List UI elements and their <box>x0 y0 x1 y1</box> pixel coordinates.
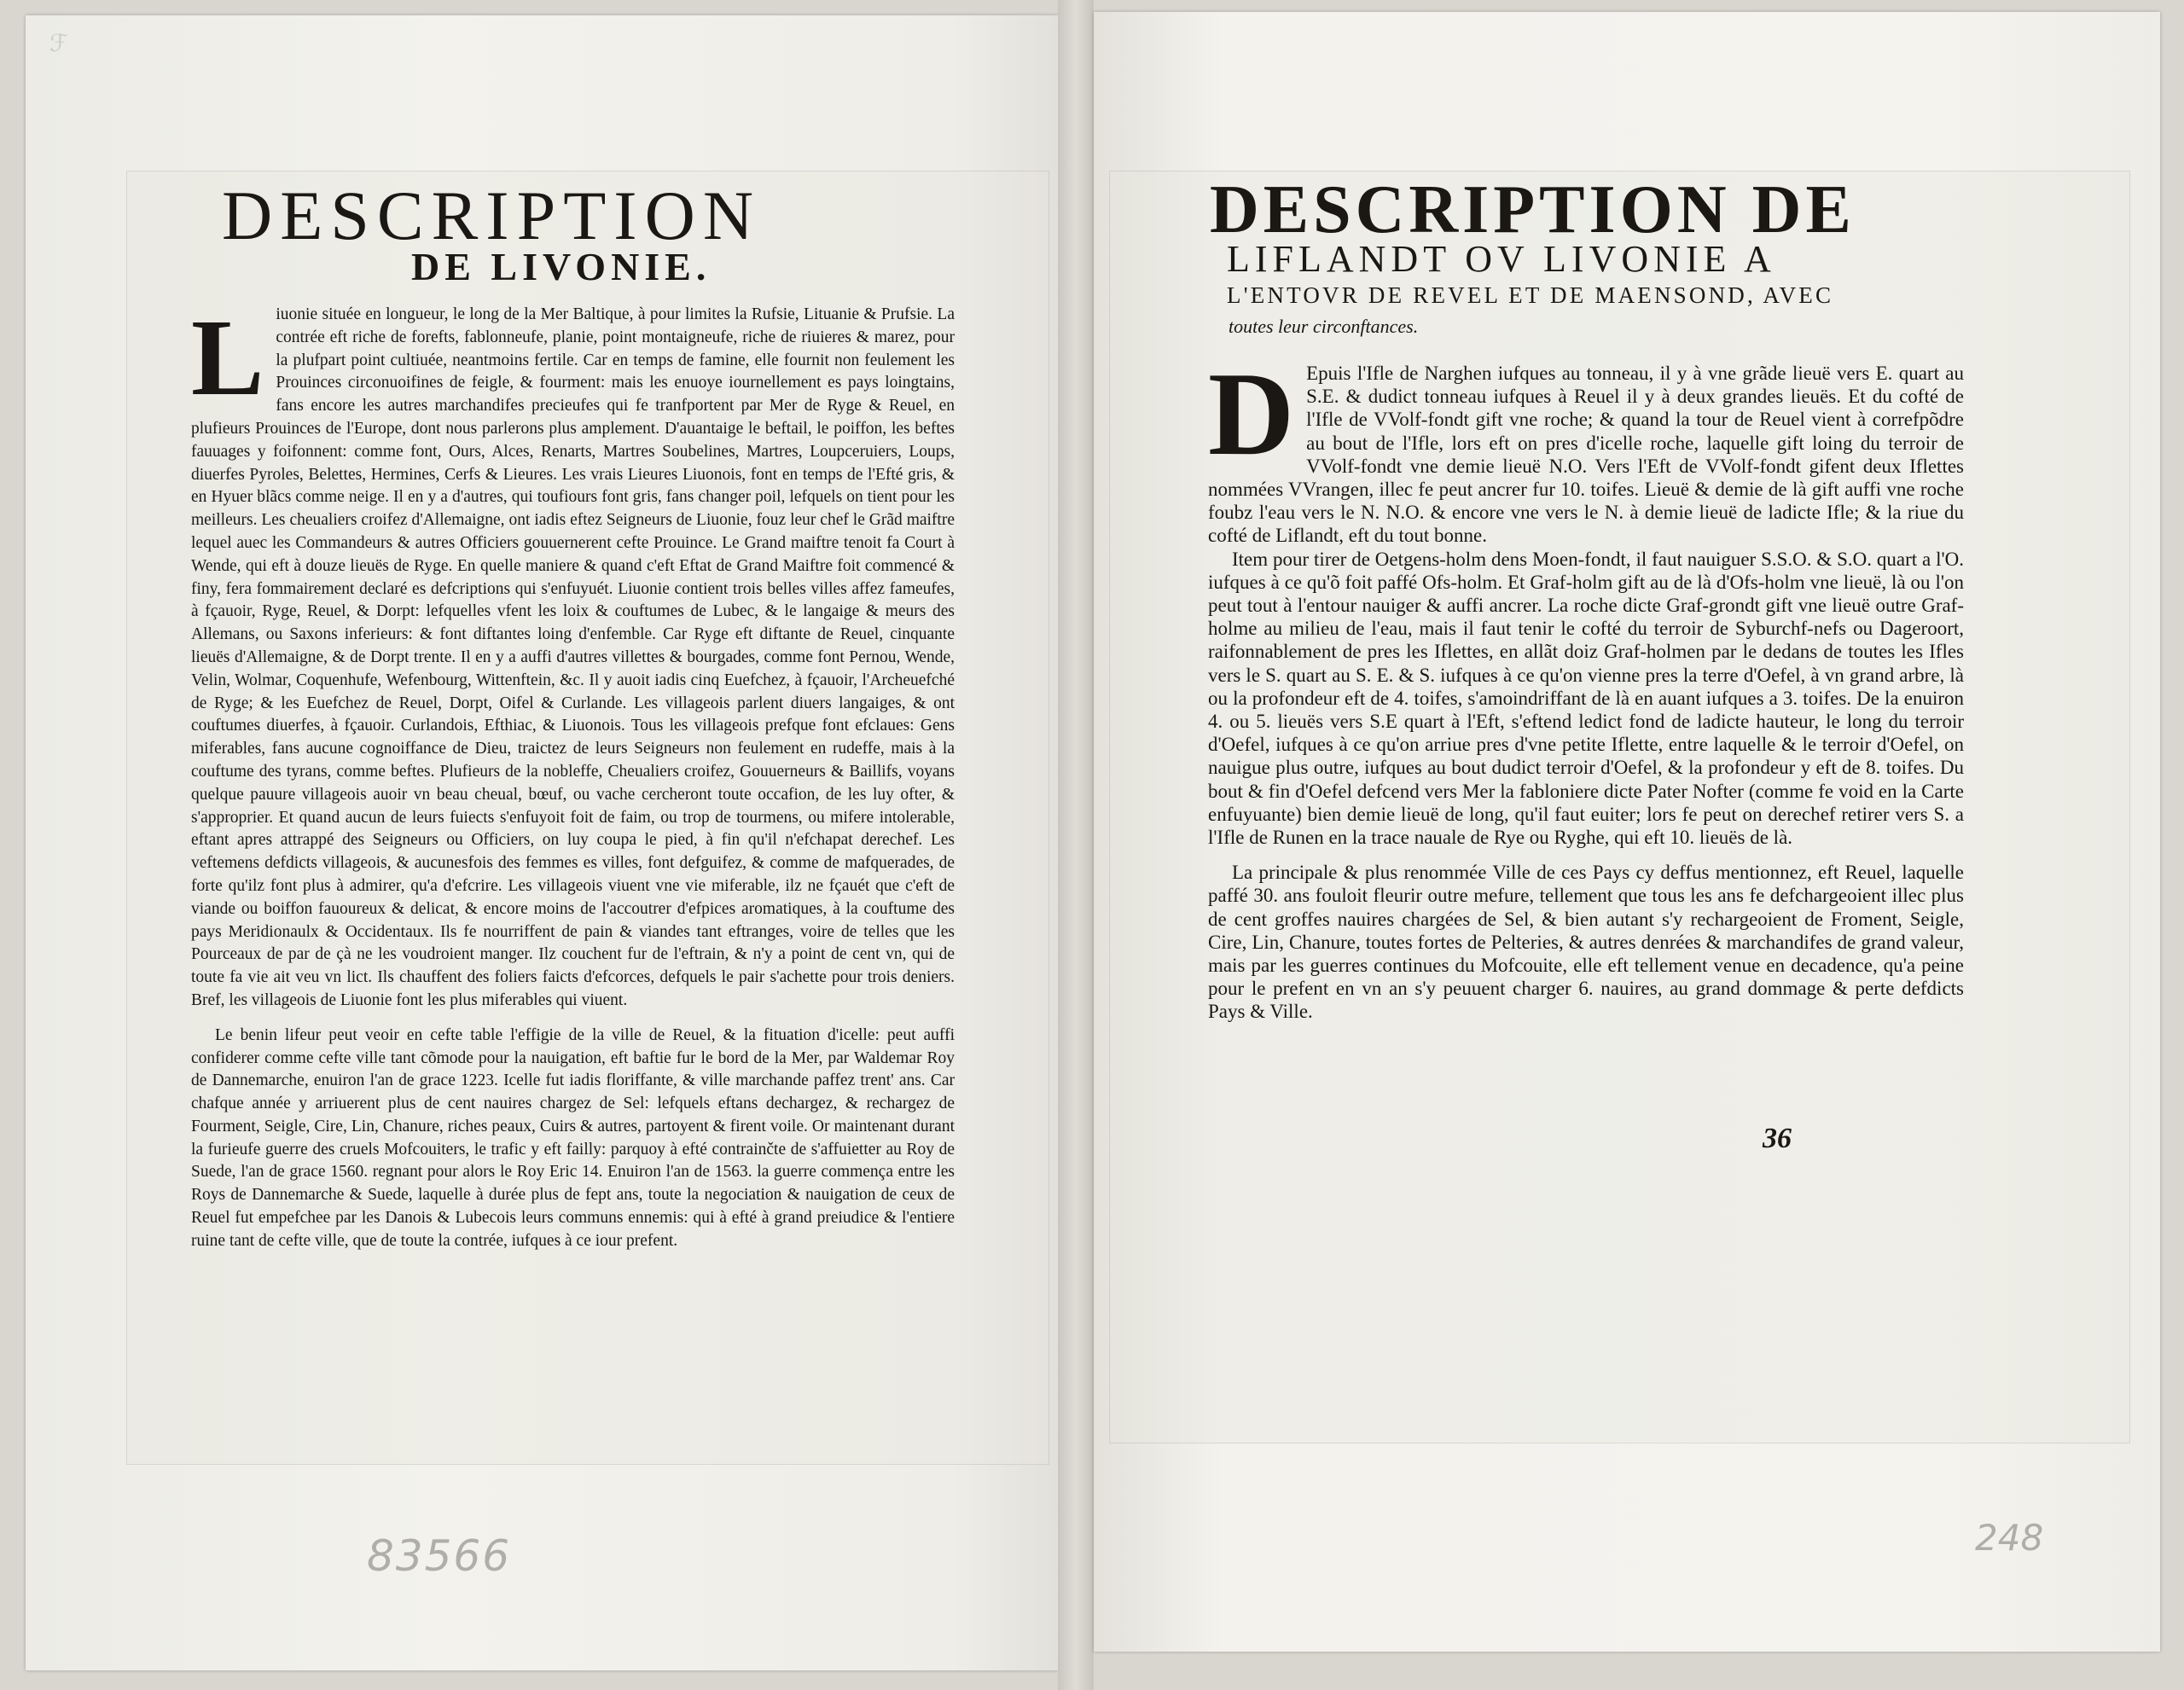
left-dropcap: L <box>191 297 264 418</box>
left-paragraph-1-text: iuonie située en longueur, le long de la Mer Baltique, à pour limites la Rufsie, Lituanie & Prufsie. La contrée eft riche de forefts, fablonneufe, planie, point montaigneufe, riche de riuieres & marez, pour la plufpart point cultiuée, neantmoins fertile. Car en temps de famine, elle fournit non feulement les Prouinces circonuoifines de feigle, & fourment: mais les enuoye iournellement es pays loingtains, fans encore les autres marchandifes precieufes qui fe tranfportent par Mer de Ryge & Reuel, en plufieurs Prouinces de l'Europe, dont nous parlerons plus amplement. D'auantaige le beftail, le poiffon, les beftes fauuages y foifonnent: comme font, Ours, Alces, Renarts, Martres Soubelines, Martres, Loupceruiers, Loups, diuerfes Pyroles, Belettes, Hermines, Cerfs & Lieures. Les vrais Lieures Liuonois, font en temps de l'Efté gris, & en Hyuer blãcs comme neige. Il en y a d'autres, qui toufiours font gris, fans changer poil, lefquels on tient pour les meilleurs. Les cheualiers croifez d'Allemaigne, ont iadis eftez Seigneurs de Liuonie, fouz leur chef le Grãd maiftre lequel auec les Commandeurs & autres Officiers gouuernerent cefte Prouince. Le Grand maiftre tenoit fa Court à Wende, qui eft à douze lieuës de Ryge. En quelle maniere & quand c'eft Eftat de Grand Maiftre foit commencé & finy, fera fommairement declaré es defcriptions qui s'enfuyuét. Liuonie contient trois belles villes affez fameufes, à fçauoir, Ryge, Reuel, & Dorpt: lefquelles vfent les loix & couftumes de Lubec, & le langaige & meurs des Allemans, ou Saxons inferieurs: & font diftantes loing d'enfemble. Car Ryge eft diftante de Reuel, cinquante lieuës d'Allemaigne, & de Dorpt trente. Il en y a auffi d'autres villettes & bourgades, comme font Pernou, Wende, Velin, Wolmar, Coquenhufe, Wefenbourg, Wittenftein, &c. Il y auoit iadis cinq Euefchez, à fçauoir, l'Archeuefché de Ryge; & les Euefchez de Reuel, Dorpt, Oifel & Curlande. Les villageois parlent diuers langaiges, & ont couftumes diuerfes, à fçauoir. Curlandois, Efthiac, & Liuonois. Tous les villageois prefque font efclaues: Gens miferables, fans aucune cognoiffance de Dieu, traictez de leurs Seigneurs non feulement en rudeffe, mais à la couftume des tyrans, comme beftes. Plufieurs de la nobleffe, Cheualiers croifez, Gouuerneurs & Baillifs, voyans quelque pauure villageois auoir vn beau cheual, bœuf, ou vache cercheront toute occafion, de les luy ofter, & s'approprier. Et quand aucun de leurs fuiects s'enfuyoit foit de faim, ou trop de tourmens, ou mifere intolerable, eftant apres attrappé des Seigneurs ou Officiers, on luy coupa le pied, à fin qu'il n'efchapat derechef. Les veftemens defdicts villageois, & aucunesfois des femmes es villes, font defguifez, & comme de mafquerades, de forte qu'ilz font plus à admirer, qu'a d'efcrire. Les villageois viuent vne vie miferable, ilz ne fçauét que c'eft de viande ou boiffon fauoureux & delicat, & encore moins de l'accoutrer d'efpices aromatiques, à la couftume des pays Meridionaulx & Occidentaux. Ils fe nourriffent de pain & viandes tant eftranges, voire de telles que les Pourceaux de par de çà ne les voudroient manger. Ilz couchent fur de l'eftrain, & n'y a point de cent vn, qui de toute fa vie ait veu vn lict. Ils chauffent des foliers faicts d'efcorces, defquels le pair s'achette pour trois deniers. Bref, les villageois de Liuonie font les plus miferables qui viuent. <box>191 305 955 1009</box>
left-page-body <box>191 297 955 1253</box>
left-page-title: DESCRIPTION <box>222 177 762 254</box>
corner-smudge: ℱ <box>49 29 69 57</box>
pencil-inventory-number: 83566 <box>367 1531 512 1581</box>
right-paragraph-1-text: Epuis l'Ifle de Narghen iufques au tonneau, il y à vne grãde lieuë vers E. quart au S.E. & dudict tonneau iufques à Reuel il y à deux grandes lieuës. Et du cofté de l'Ifle de VVolf-fondt gift vne roche; & quand la tour de Reuel vient à correfpõdre au bout de l'Ifle, lors eft on pres d'icelle roche, laquelle gift loing du terroir de VVolf-fondt vne demie lieuë N.O. Vers l'Eft de VVolf-fondt gifent deux Iflettes nommées VVrangen, illec fe peut ancrer fur 10. toifes. Lieuë & demie de là gift auffi vne roche foubz l'eau vers le N. N.O. & encore vne vers le N. à demie lieuë de ladicte Ifle; & la riue du cofté de Liflandt, eft du tout bonne. <box>1208 363 1964 547</box>
right-page-title: DESCRIPTION DE <box>1210 172 1856 247</box>
pencil-note-right: 248 <box>1975 1517 2044 1559</box>
right-page-subtitle-line1: LIFLANDT OV LIVONIE A <box>1227 238 1776 280</box>
book-gutter <box>1058 0 1094 1690</box>
right-page-subtitle-line2: L'ENTOVR DE REVEL ET DE MAENSOND, AVEC <box>1227 282 1834 308</box>
right-paragraph-3: La principale & plus renommée Ville de ces Pays cy deffus mentionnez, eft Reuel, laquelle paffé 30. ans fouloit fleurir outre mefure, tellement que tous les ans fe defchargeoient illec plus de cent groffes nauires chargées de Sel, & bien autant s'y rechargeoient de Froment, Seigle, Cire, Lin, Chanure, toutes fortes de Pelteries, & autres denrées & marchandifes de grand valeur, mais par les guerres continues du Mofcouite, elle eft tellement venue en decadence, qu'a peine pour le prefent en vn an s'y peuuent charger 6. nauires, au grand dommage & perte defdicts Pays & Ville. <box>1208 862 1964 1023</box>
right-paragraph-2: Item pour tirer de Oetgens-holm dens Moen-fondt, il faut nauiguer S.S.O. & S.O. quart a l'O. iufques à ce qu'õ foit paffé Ofs-holm. Et Graf-holm gift au de là d'Ofs-holm vne lieuë, là ou l'on peut tout à l'entour nauiger & auffi ancrer. La roche dicte Graf-grondt gift vne lieuë outre Graf-holme au milieu de l'eau, mais il faut tenir le cofté du terroir de Syburchf-nefs ou Dageroort, raifonnablement de pres les Iflettes, en allãt doiz Graf-holmen par le dedans de toutes les Ifles vers le S. quart au S. E. & S. iufques à ce qu'on vienne pres la terre d'Oefel, à vn grand arbre, là ou la profondeur eft de 4. toifes, s'amoindriffant de là en auant iufques a 3. toifes. De la enuiron 4. ou 5. lieuës vers S.E quart à l'Eft, s'eftend ledict fond de ladicte hauteur, le long du terroir d'Oefel, iufques à ce qu'on arriue pres d'vne petite Iflette, entre laquelle & le terroir d'Oefel, on nauigue plus outre, iufques au bout dudict terroir d'Oefel, & la profondeur y eft de 8. toifes. Du bout & fin d'Oefel defcend vers Mer la fabloniere dicte Pater Nofter (comme fe void en la Carte enfuyuante) bien demie lieuë de long, qu'il faut euiter; lors fe peut on derechef retirer vers S. a l'Ifle de Runen en la trace nauale de Rye ou Ryghe, qui eft 10. lieuës de là. <box>1208 548 1964 849</box>
left-paragraph-1 <box>191 297 955 1013</box>
left-paragraph-2: Le benin lifeur peut veoir en cefte table l'effigie de la ville de Reuel, & la fituation d'icelle: peut auffi confiderer comme cefte ville tant cõmode pour la nauigation, eft baftie fur le bord de la Mer, par Waldemar Roy de Dannemarche, enuiron l'an de grace 1223. Icelle fut iadis floriffante, & ville marchande paffez trent' ans. Car chafque année y arriuerent plus de cent nauires chargez de Sel: lefquels eftans dechargez, & rechargez de Fourment, Seigle, Cire, Lin, Chanure, riches peaux, Cuirs & autres, partoyent & firent voile. Or maintenant durant la furieufe guerre des cruels Mofcouiters, le trafic y eft failly: parquoy à efté contrainčte de s'affuietter au Roy de Suede, l'an de grace 1560. regnant pour alors le Roy Eric 14. Enuiron l'an de 1563. la guerre commença entre les Roys de Dannemarche & Suede, laquelle à durée plus de fept ans, toute la negociation & nauigation de ceux de Reuel fut empefchee par les Danois & Lubecois leurs communs ennemis: qui à efté à grand preiudice & l'entiere ruine tant de cefte ville, que de toute la contrée, iufques à ce iour prefent. <box>191 1025 955 1250</box>
page-number: 36 <box>1763 1123 1792 1154</box>
left-page-subtitle: DE LIVONIE. <box>411 245 712 288</box>
right-paragraph-1 <box>1208 348 1964 548</box>
right-dropcap: D <box>1208 348 1295 480</box>
right-page-body <box>1208 348 1964 1024</box>
right-page-subtitle-line3: toutes leur circonftances. <box>1228 316 1419 337</box>
